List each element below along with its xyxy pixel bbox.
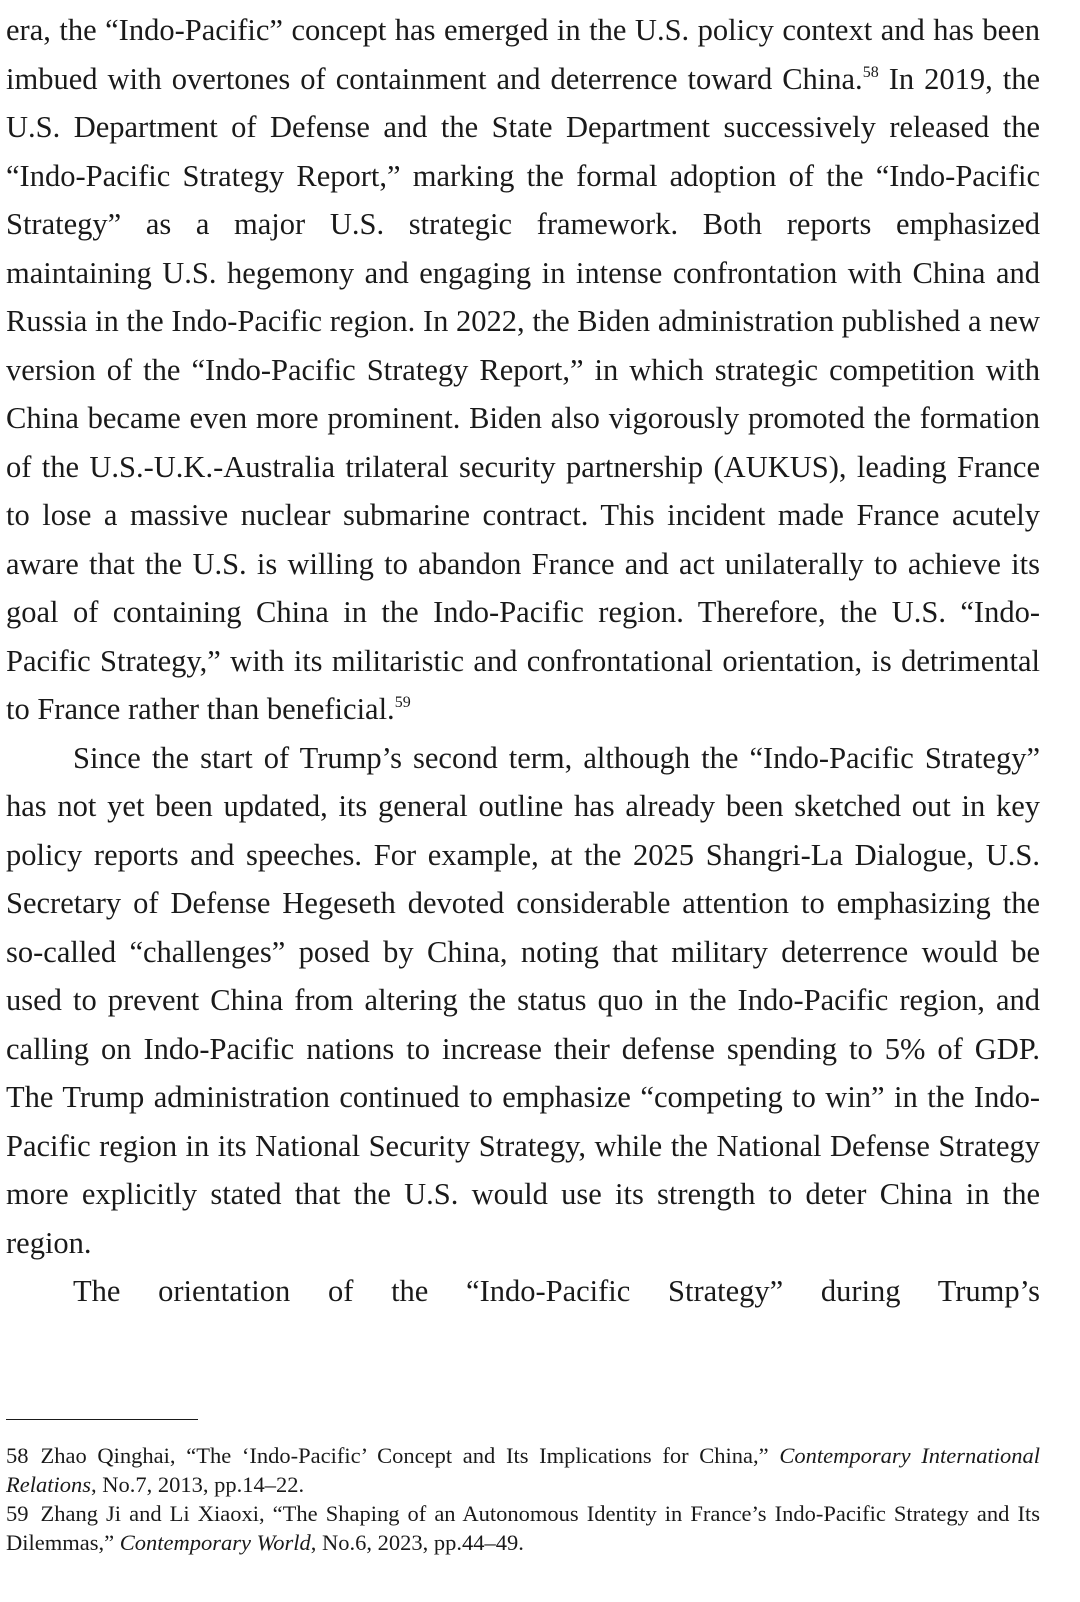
footnote-number: 58 bbox=[6, 1443, 29, 1468]
body-text bbox=[6, 6, 1040, 1316]
paragraph-1 bbox=[6, 6, 1040, 734]
footnote-ref-59[interactable]: 59 bbox=[394, 694, 411, 711]
footnote-58 bbox=[6, 1441, 1040, 1499]
footnote-ref-58[interactable]: 58 bbox=[862, 63, 879, 81]
footnote-59 bbox=[6, 1499, 1040, 1557]
footnote-divider bbox=[6, 1419, 198, 1420]
footnotes bbox=[6, 1441, 1040, 1557]
paragraph-1-text-a: era, the “Indo-Pacific” concept has emerged in the U.S. policy context and has been imbued with overtones of containment and deterrence toward China. bbox=[6, 13, 1040, 96]
footnote-citation-tail: , No.6, 2023, pp.44–49. bbox=[310, 1530, 524, 1555]
paragraph-1-text-b: In 2019, the U.S. Department of Defense and the State Department successively released the “Indo-Pacific Strategy Report,” marking the formal adoption of the “Indo-Pacific Strategy” as a major U.S. strategic framework. Both reports emphasized maintaining U.S. hegemony and engaging in intense confrontation with China and Russia in the Indo-Pacific region. In 2022, the Biden administration published a new version of the “Indo-Pacific Strategy Report,” in which strategic competition with China became even more prominent. Biden also vigorously promoted the formation of the U.S.-U.K.-Australia trilateral security partnership (AUKUS), leading France to lose a massive nuclear submarine contract. This incident made France acutely aware that the U.S. is willing to abandon France and act unilaterally to achieve its goal of containing China in the Indo-Pacific region. Therefore, the U.S. “Indo-Pacific Strategy,” with its militaristic and confrontational orientation, is detrimental to France rather than beneficial. bbox=[6, 61, 1040, 726]
paragraph-2: Since the start of Trump’s second term, although the “Indo-Pacific Strategy” has not yet been updated, its general outline has already been sketched out in key policy reports and speeches. For example, at the 2025 Shangri-La Dialogue, U.S. Secretary of Defense Hegeseth devoted considerable attention to emphasizing the so-called “challenges” posed by China, noting that military deterrence would be used to prevent China from altering the status quo in the Indo-Pacific region, and calling on Indo-Pacific nations to increase their defense spending to 5% of GDP. The Trump administration continued to emphasize “competing to win” in the Indo-Pacific region in its National Security Strategy, while the National Defense Strategy more explicitly stated that the U.S. would use its strength to deter China in the region. bbox=[6, 740, 1040, 1260]
footnote-citation-tail: , No.7, 2013, pp.14–22. bbox=[91, 1472, 305, 1497]
paragraph-3: The orientation of the “Indo-Pacific Strategy” during Trump’s bbox=[73, 1274, 1040, 1308]
footnote-number: 59 bbox=[6, 1501, 29, 1526]
footnote-text: Zhao Qinghai, “The ‘Indo-Pacific’ Concept and Its Implications for China,” bbox=[40, 1443, 780, 1468]
footnote-text: Zhang Ji and Li Xiaoxi, “The Shaping of an Autonomous Identity in France’s Indo-Pacific Strategy and Its Dilemmas,” bbox=[6, 1501, 1040, 1555]
footnote-journal: Contemporary International Relations bbox=[6, 1443, 1041, 1497]
footnote-journal: Contemporary World bbox=[119, 1530, 311, 1555]
